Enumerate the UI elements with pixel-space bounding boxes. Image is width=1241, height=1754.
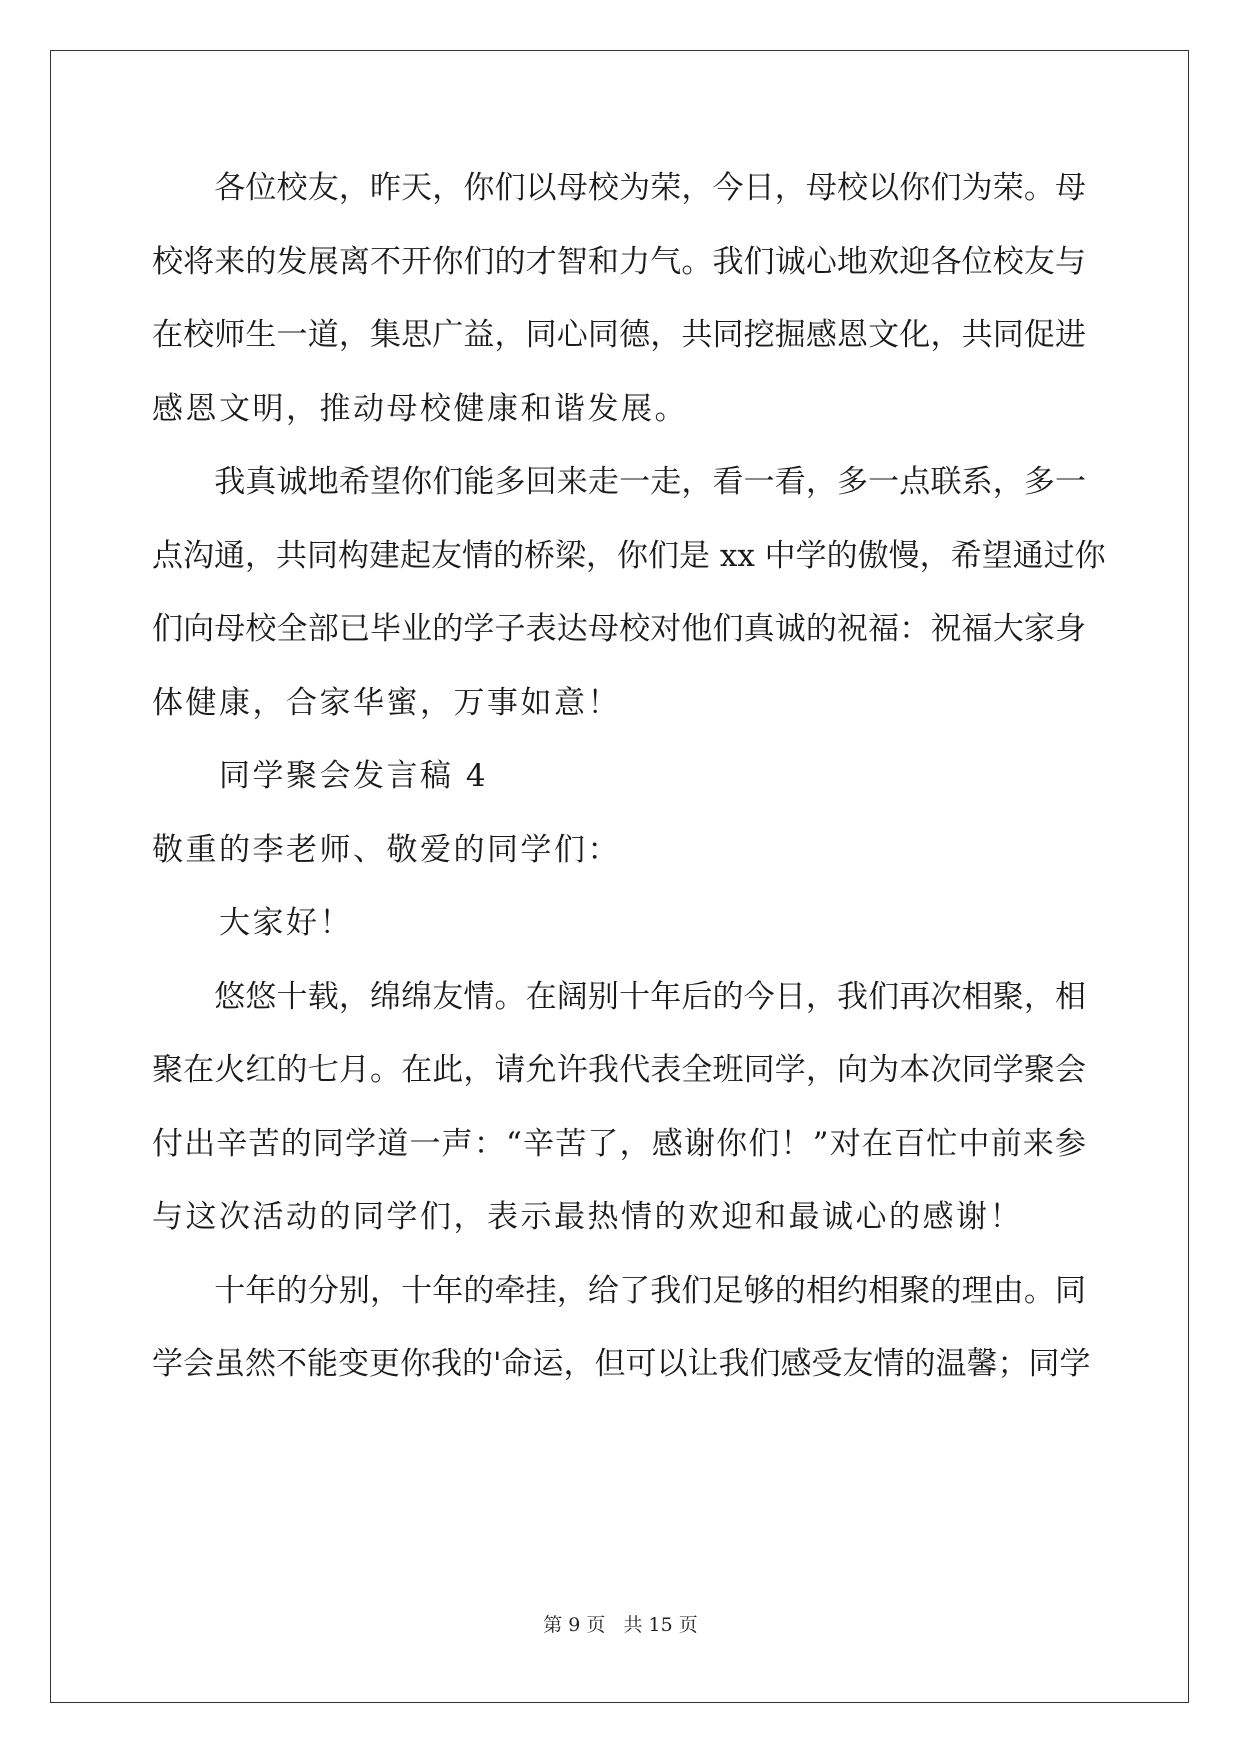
text-line-3: 在校师生一道，集思广益，同心同德，共同挖掘感恩文化，共同促进 [152,317,1086,353]
text-line-12: 悠悠十载，绵绵友情。在阔别十年后的今日，我们再次相聚，相 [152,979,1086,1015]
page-footer [0,1612,1241,1638]
text-line-14: 付出辛苦的同学道一声：“辛苦了，感谢你们！”对在百忙中前来参 [152,1126,1086,1162]
text-line-2: 校将来的发展离不开你们的才智和力气。我们诚心地欢迎各位校友与 [152,244,1086,280]
text-line-15: 与这次活动的同学们，表示最热情的欢迎和最诚心的感谢！ [152,1199,1023,1235]
salutation: 敬重的李老师、敬爱的同学们： [152,832,621,868]
text-line-1: 各位校友，昨天，你们以母校为荣，今日，母校以你们为荣。母 [152,170,1086,206]
text-line-8: 体健康，合家华蜜，万事如意！ [152,685,621,721]
text-line-13: 聚在火红的七月。在此，请允许我代表全班同学，向为本次同学聚会 [152,1052,1086,1088]
greeting: 大家好！ [152,905,353,941]
section-heading: 同学聚会发言稿 4 [152,758,489,794]
text-line-7: 们向母校全部已毕业的学子表达母校对他们真诚的祝福：祝福大家身 [152,611,1086,647]
text-line-5: 我真诚地希望你们能多回来走一走，看一看，多一点联系，多一 [152,464,1086,500]
text-line-17: 学会虽然不能变更你我的'命运，但可以让我们感受友情的温馨；同学 [152,1346,1091,1382]
page-border [50,50,1189,1703]
text-line-6: 点沟通，共同构建起友情的桥梁，你们是 xx 中学的傲慢，希望通过你 [152,538,1106,574]
text-line-4: 感恩文明，推动母校健康和谐发展。 [152,391,688,427]
text-line-16: 十年的分别，十年的牵挂，给了我们足够的相约相聚的理由。同 [152,1273,1086,1309]
page-total: 共 15 页 [623,1614,698,1636]
page-number: 第 9 页 [543,1614,606,1636]
